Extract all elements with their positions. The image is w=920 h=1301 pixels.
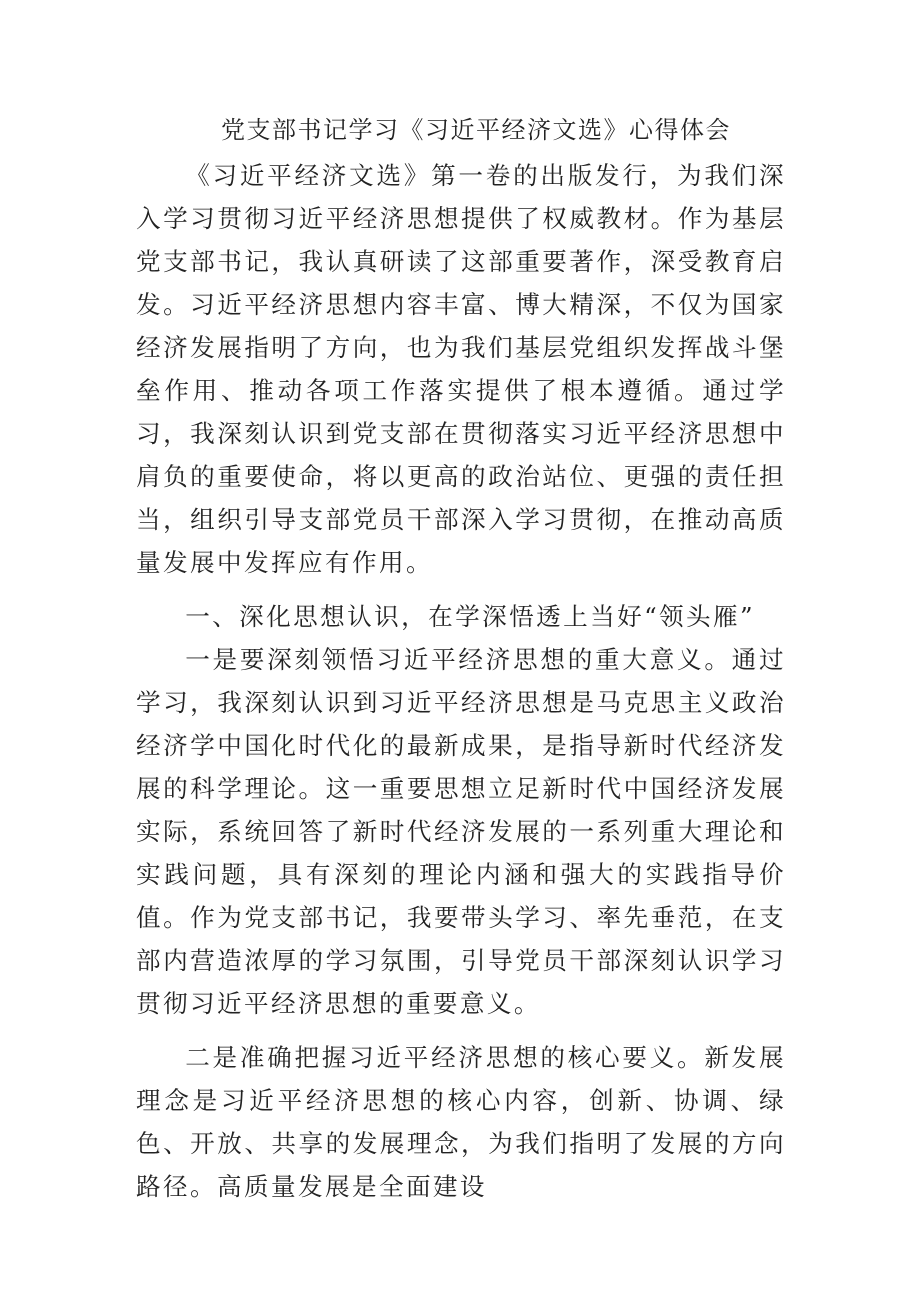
section-heading-1: 一、深化思想认识，在学深悟透上当好“领头雁” bbox=[185, 602, 756, 631]
intro-paragraph: 《习近平经济文选》第一卷的出版发行，为我们深入学习贯彻习近平经济思想提供了权威教材。作为基层党支部书记，我认真研读了这部重要著作，深受教育启发。习近平经济思想内容丰富、博大精深，不仅为国家经济发展指明了方向，也为我们基层党组织发挥战斗堡垒作用、推动各项工作落实提供了根本遵循。通过学习，我深刻认识到党支部在贯彻落实习近平经济思想中肩负的重要使命，将以更高的政治站位、更强的责任担当，组织引导支部党员干部深入学习贯彻，在推动高质量发展中发挥应有作用。 bbox=[136, 161, 786, 577]
document-body bbox=[136, 112, 786, 1208]
document-title: 党支部书记学习《习近平经济文选》心得体会 bbox=[221, 116, 731, 144]
body-paragraph-1: 一是要深刻领悟习近平经济思想的重大意义。通过学习，我深刻认识到习近平经济思想是马克思主义政治经济学中国化时代化的最新成果，是指导新时代经济发展的科学理论。这一重要思想立足新时代中国经济发展实际，系统回答了新时代经济发展的一系列重大理论和实践问题，具有深刻的理论内涵和强大的实践指导价值。作为党支部书记，我要带头学习、率先垂范，在支部内营造浓厚的学习氛围，引导党员干部深刻认识学习贯彻习近平经济思想的重要意义。 bbox=[136, 645, 786, 1018]
body-paragraph-2: 二是准确把握习近平经济思想的核心要义。新发展理念是习近平经济思想的核心内容，创新、协调、绿色、开放、共享的发展理念，为我们指明了发展的方向路径。高质量发展是全面建设 bbox=[136, 1043, 786, 1201]
